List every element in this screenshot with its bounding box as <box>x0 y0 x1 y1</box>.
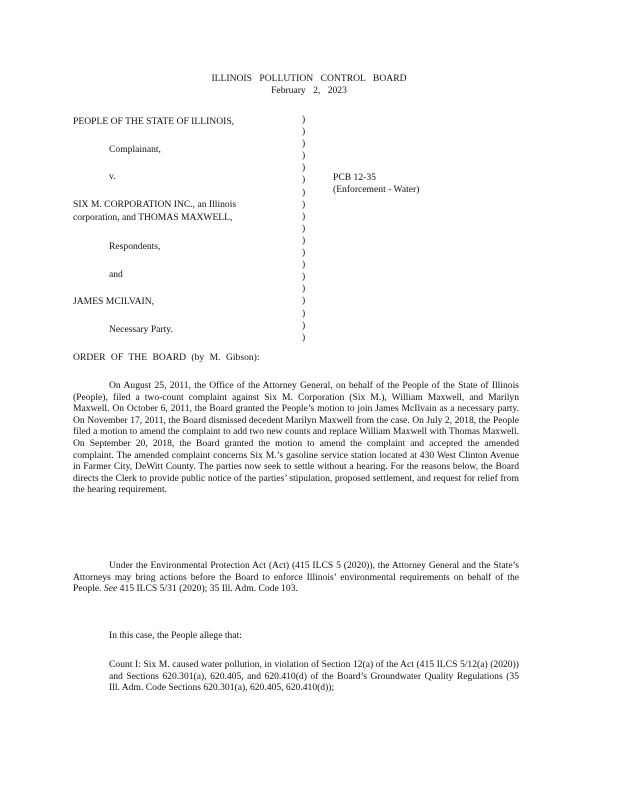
board-name: ILLINOIS POLLUTION CONTROL BOARD <box>211 73 407 84</box>
allegations-intro-paragraph: In this case, the People allege that: <box>109 630 242 641</box>
and-label: and <box>109 269 123 280</box>
case-info <box>333 172 419 195</box>
respondent-role: Respondents, <box>109 241 161 252</box>
respondent-name-line1: SIX M. CORPORATION INC., an Illinois <box>73 199 237 210</box>
statutory-authority-paragraph <box>73 560 519 595</box>
respondent-name-line2: corporation, and THOMAS MAXWELL, <box>73 212 233 223</box>
order-date: February 2, 2023 <box>271 84 347 96</box>
order-title: ORDER OF THE BOARD (by M. Gibson): <box>73 352 260 363</box>
procedural-history-paragraph: On August 25, 2011, the Office of the Attorney General, on behalf of the People of the State of Illinois (People), filed a two-count complaint against Six M. Corporation (Six M.), William Maxwell, and Marilyn Maxwell. On October 6, 2011, the Board granted the People’s motion to join James McIlvain as a necessary party. On November 17, 2011, the Board dismissed decedent Marilyn Maxwell from the case. On July 2, 2018, the People filed a motion to amend the complaint to add two new counts and replace William Maxwell with Thomas Maxwell. On September 20, 2018, the Board granted the motion to amend the complaint and accepted the amended complaint. The amended complaint concerns Six M.’s gasoline service station located at 430 West Clinton Avenue in Farmer City, DeWitt County. The parties now seek to settle without a hearing. For the reasons below, the Board directs the Clerk to provide public notice of the parties’ stipulation, proposed settlement, and request for relief from the hearing requirement. <box>73 380 519 496</box>
document-header <box>0 73 618 96</box>
see-signal: See <box>103 583 118 595</box>
complainant-name: PEOPLE OF THE STATE OF ILLINOIS, <box>73 116 235 127</box>
versus-label: v. <box>109 171 116 182</box>
case-number: PCB 12-35 <box>333 172 376 183</box>
count-one-paragraph: Count I: Six M. caused water pollution, in violation of Section 12(a) of the Act (415 ILCS 5/12(a) (2020)) and Sections 620.301(a), 620.405, and 620.410(d) of the Board’s Groundwater Quality Regulations (35 Ill. Adm. Code Sections 620.301(a), 620.405, 620.410(d)); <box>109 659 519 694</box>
necessary-party-role: Necessary Party. <box>109 324 173 335</box>
case-type: (Enforcement - Water) <box>333 183 420 195</box>
statutory-text-part1: Under the Environmental Protection Act (Act) (415 ILCS 5 (2020)), the Attorney General and the State’s Attorneys may bring actions before the Board to enforce Illinois’ environmental requirements on behalf of the People. <box>73 560 519 595</box>
case-caption <box>73 114 513 342</box>
complainant-role: Complainant, <box>109 144 161 155</box>
statutory-text-part2: 415 ILCS 5/31 (2020); 35 Ill. Adm. Code 103. <box>117 583 298 595</box>
caption-divider-parens: ) ) ) ) ) ) ) ) ) ) ) ) ) ) ) ) ) ) ) <box>302 114 306 343</box>
necessary-party-name: JAMES MCILVAIN, <box>73 296 155 307</box>
